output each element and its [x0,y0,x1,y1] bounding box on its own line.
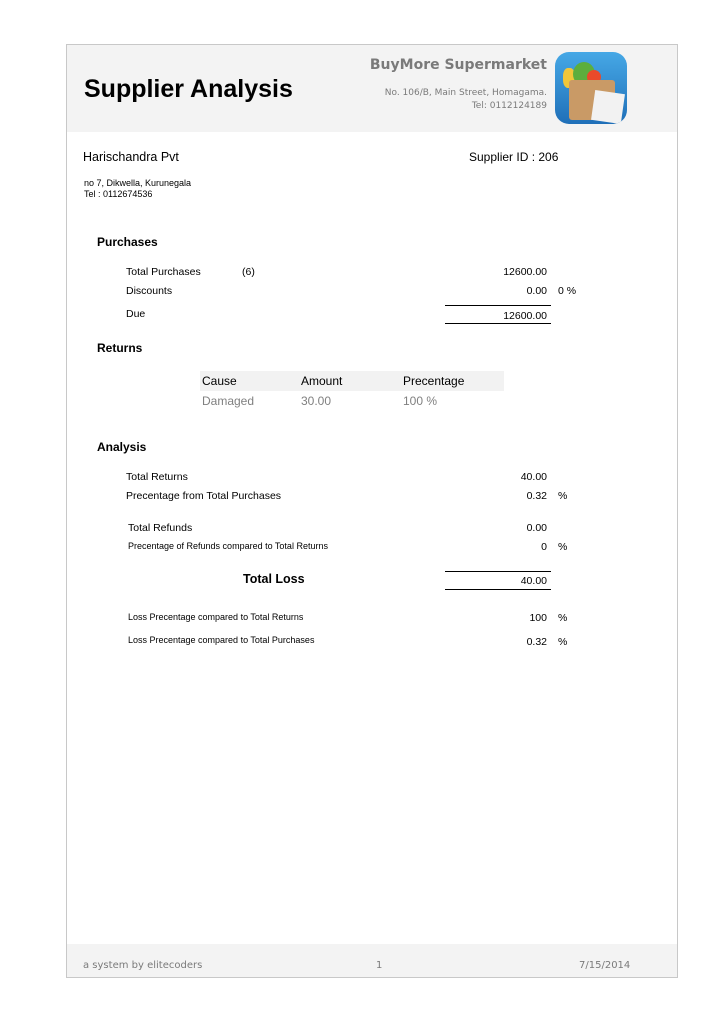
due-bottom-rule [445,323,551,324]
return-cause: Damaged [202,394,255,408]
footer-credit: a system by elitecoders [83,960,203,971]
loss-pct-purchases-label: Loss Precentage compared to Total Purchases [128,635,315,645]
report-header [67,45,677,132]
returns-table [200,371,504,411]
supplier-address: no 7, Dikwella, Kurunegala [84,178,192,188]
grocery-bag-icon [555,52,627,124]
due-value: 12600.00 [503,310,547,322]
pct-purchases-value: 0.32 [526,490,547,502]
total-refunds-label: Total Refunds [128,522,193,534]
total-purchases-value: 12600.00 [503,266,547,278]
pct-purchases-label: Precentage from Total Purchases [126,490,282,502]
loss-pct-returns-symbol: % [558,612,568,624]
report-footer [67,944,677,977]
loss-pct-returns-value: 100 [529,612,547,624]
store-tel: Tel: 0112124189 [471,101,547,111]
pct-refunds-value: 0 [541,541,547,553]
due-label: Due [126,308,146,320]
loss-bottom-rule [445,589,551,590]
total-loss-label: Total Loss [243,572,305,586]
due-top-rule [445,305,551,306]
total-loss-value: 40.00 [520,575,547,587]
pct-refunds-symbol: % [558,541,568,553]
returns-heading: Returns [97,341,143,355]
returns-table-header [200,371,504,391]
discounts-value: 0.00 [526,285,547,297]
supplier-id: Supplier ID : 206 [469,150,559,164]
footer-date: 7/15/2014 [579,960,631,971]
column-header: Amount [301,374,343,388]
return-amount: 30.00 [301,394,332,408]
column-header: Precentage [403,374,465,388]
report-page [66,44,678,978]
table-row [200,391,504,411]
analysis-heading: Analysis [97,440,147,454]
loss-top-rule [445,571,551,572]
purchases-heading: Purchases [97,235,158,249]
total-refunds-value: 0.00 [526,522,547,534]
discounts-percentage: 0 % [558,285,577,297]
pct-purchases-symbol: % [558,490,568,502]
pct-refunds-label: Precentage of Refunds compared to Total Returns [128,541,328,551]
total-purchases-label: Total Purchases [126,266,201,278]
return-percentage: 100 % [403,394,438,408]
report-title: Supplier Analysis [84,75,293,103]
column-header: Cause [202,374,237,388]
total-returns-label: Total Returns [126,471,188,483]
supplier-name: Harischandra Pvt [83,150,179,164]
supplier-tel: Tel : 0112674536 [84,189,153,199]
loss-pct-purchases-value: 0.32 [526,636,547,648]
footer-page-number: 1 [376,960,383,971]
store-contact [385,87,547,113]
total-returns-value: 40.00 [520,471,547,483]
store-name: BuyMore Supermarket [369,57,547,73]
loss-pct-purchases-symbol: % [558,636,568,648]
total-purchases-count: (6) [242,266,255,278]
store-address: No. 106/B, Main Street, Homagama. [384,88,547,98]
discounts-label: Discounts [126,285,173,297]
loss-pct-returns-label: Loss Precentage compared to Total Returns [128,612,304,622]
